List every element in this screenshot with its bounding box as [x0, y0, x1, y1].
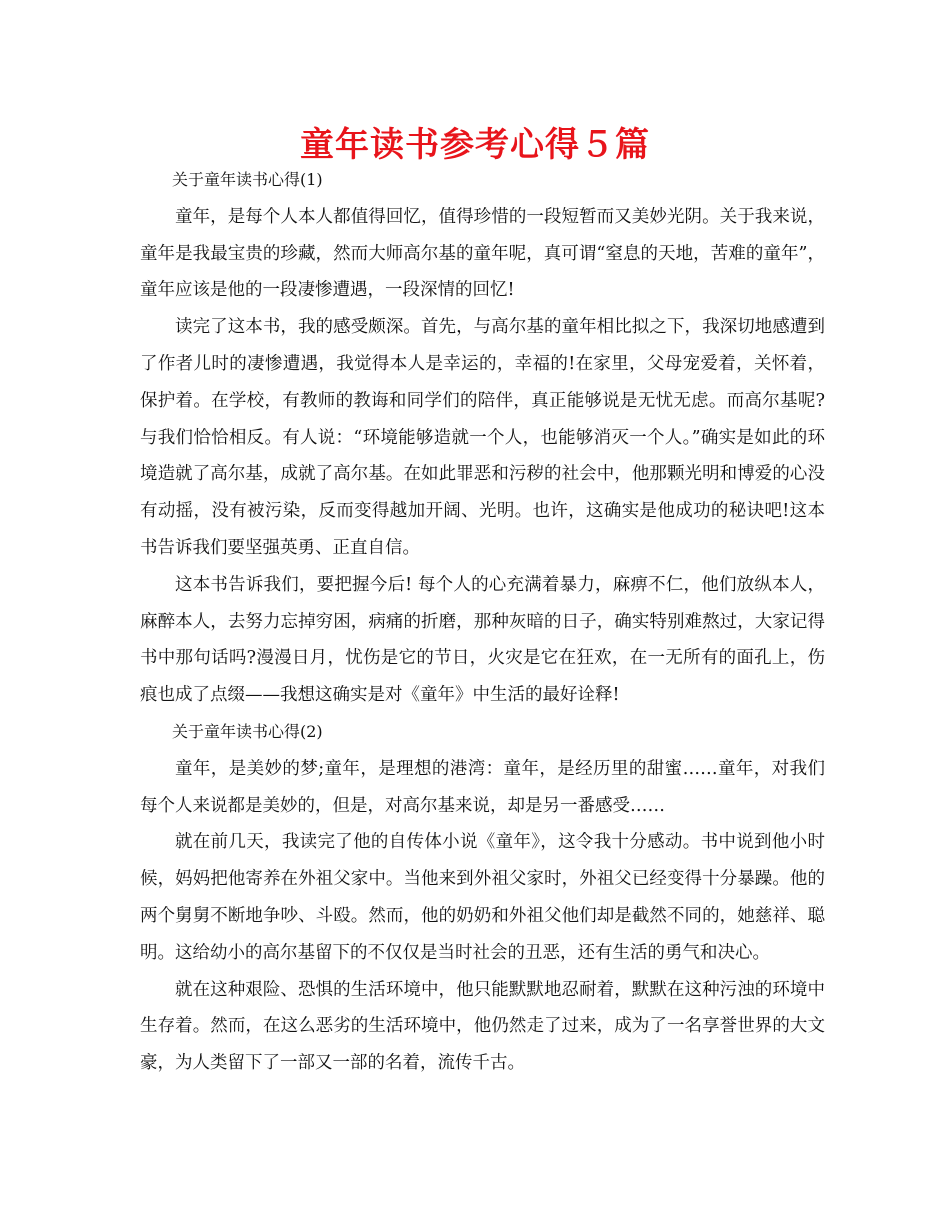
paragraph: 童年，是美妙的梦;童年，是理想的港湾：童年，是经历里的甜蜜……童年，对我们每个人来说都是美妙的，但是，对高尔基来说，却是另一番感受……	[140, 758, 825, 816]
paragraph: 童年，是每个人本人都值得回忆，值得珍惜的一段短暂而又美妙光阴。关于我来说，童年是我最宝贵的珍藏，然而大师高尔基的童年呢，真可谓“窒息的天地，苦难的童年”，童年应该是他的一段凄惨遭遇，一段深情的回忆!	[140, 206, 825, 301]
paragraph: 就在这种艰险、恐惧的生活环境中，他只能默默地忍耐着，默默在这种污浊的环境中生存着。然而，在这么恶劣的生活环境中，他仍然走了过来，成为了一名享誉世界的大文豪，为人类留下了一部又一部的名着，流传千古。	[140, 979, 825, 1074]
document-title: 童年读书参考心得５篇	[300, 125, 650, 165]
section-heading-2: 关于童年读书心得(2)	[172, 721, 323, 741]
paragraph: 这本书告诉我们，要把握今后! 每个人的心充满着暴力，麻痹不仁，他们放纵本人，麻醉本人，去努力忘掉穷困，病痛的折磨，那种灰暗的日子，确实特别难熬过，大家记得书中那句话吗?漫漫日月，忧伤是它的节日，火灾是它在狂欢，在一无所有的面孔上，伤痕也成了点缀——我想这确实是对《童年》中生活的最好诠释!	[140, 574, 825, 706]
document-body	[140, 162, 825, 1082]
paragraph: 就在前几天，我读完了他的自传体小说《童年》，这令我十分感动。书中说到他小时候，妈妈把他寄养在外祖父家中。当他来到外祖父家时，外祖父已经变得十分暴躁。他的两个舅舅不断地争吵、斗殴。然而，他的奶奶和外祖父他们却是截然不同的，她慈祥、聪明。这给幼小的高尔基留下的不仅仅是当时社会的丑恶，还有生活的勇气和决心。	[140, 832, 825, 963]
section-heading-1: 关于童年读书心得(1)	[172, 170, 323, 189]
paragraph: 读完了这本书，我的感受颇深。首先，与高尔基的童年相比拟之下，我深切地感遭到了作者儿时的凄惨遭遇，我觉得本人是幸运的，幸福的!在家里，父母宠爱着，关怀着，保护着。在学校，有教师的教诲和同学们的陪伴，真正能够说是无忧无虑。而高尔基呢?与我们恰恰相反。有人说：“环境能够造就一个人，也能够消灭一个人。”确实是如此的环境造就了高尔基，成就了高尔基。在如此罪恶和污秽的社会中，他那颗光明和博爱的心没有动摇，没有被污染，反而变得越加开阔、光明。也许，这确实是他成功的秘诀吧!这本书告诉我们要坚强英勇、正直自信。	[140, 317, 825, 558]
